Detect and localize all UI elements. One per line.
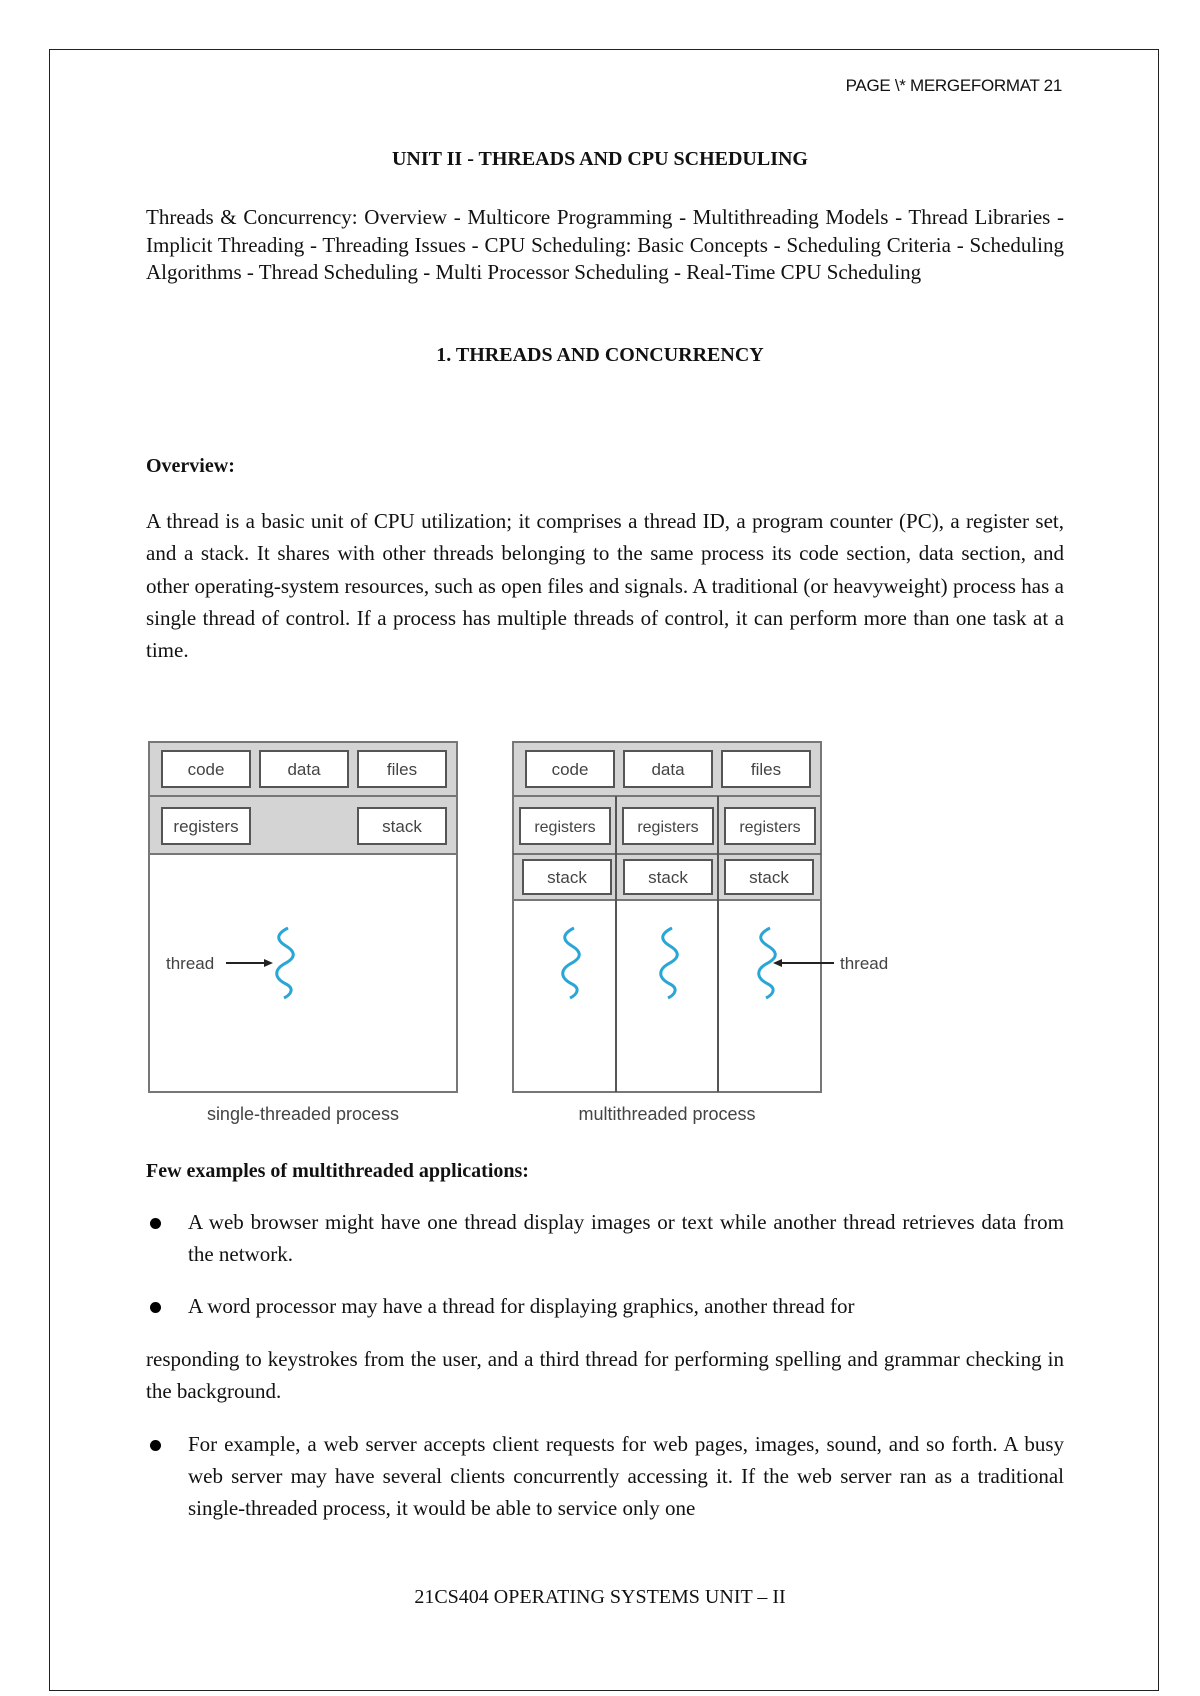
list-item (146, 1428, 1064, 1524)
svg-text:registers: registers (739, 819, 801, 836)
list-item (146, 1206, 1064, 1270)
section-heading: 1. THREADS AND CONCURRENCY (436, 344, 764, 366)
svg-text:stack: stack (547, 868, 587, 887)
overview-paragraph: A thread is a basic unit of CPU utilization; it comprises a thread ID, a program counter (PC), a register set, and a stack. It shares with other threads belonging to the same process its code section, data section, and other operating-system resources, such as open files and signals. A traditional (or heavyweight) process has a single thread of control. If a process has multiple threads of control, it can perform more than one task at a time. (146, 509, 1064, 663)
svg-text:stack: stack (749, 868, 789, 887)
svg-text:data: data (287, 760, 321, 779)
stack-box (358, 808, 446, 844)
svg-text:registers: registers (173, 817, 239, 836)
svg-text:code: code (551, 760, 589, 779)
svg-text:registers: registers (534, 819, 596, 836)
thread-label: thread (166, 954, 215, 973)
overview-heading: Overview: (146, 455, 235, 477)
list-item (146, 1290, 1064, 1322)
svg-text:code: code (187, 760, 225, 779)
unit-title: UNIT II - THREADS AND CPU SCHEDULING (391, 148, 808, 170)
registers-box (520, 808, 610, 844)
svg-text:data: data (651, 760, 685, 779)
bullet-icon (150, 1440, 161, 1451)
page-number-field: PAGE \* MERGEFORMAT 21 (845, 76, 1062, 95)
continuation-paragraph: responding to keystrokes from the user, and a third thread for performing spelling and grammar checking in the background. (146, 1347, 1064, 1403)
single-caption: single-threaded process (206, 1104, 400, 1124)
thread-label: thread (840, 954, 889, 973)
page-footer: 21CS404 OPERATING SYSTEMS UNIT – II (414, 1586, 786, 1608)
stack-box (624, 860, 712, 894)
syllabus-text: Threads & Concurrency: Overview - Multicore Programming - Multithreading Models - Thread Libraries - Implicit Threading - Threading Issues - CPU Scheduling: Basic Concepts - Scheduling Criteria - Scheduling Algorithms - Thread Scheduling - Multi Processor Scheduling - Real-Time CPU Scheduling (146, 205, 1064, 284)
multithreaded-process (513, 742, 888, 1124)
svg-text:files: files (750, 760, 782, 779)
registers-box (623, 808, 713, 844)
single-threaded-process (149, 742, 457, 1124)
svg-text:stack: stack (648, 868, 688, 887)
examples-heading: Few examples of multithreaded applications: (146, 1160, 529, 1182)
registers-box (162, 808, 250, 844)
registers-box (725, 808, 815, 844)
data-box (624, 751, 712, 787)
svg-text:stack: stack (382, 817, 422, 836)
files-box (722, 751, 810, 787)
stack-box (523, 860, 611, 894)
multi-caption: multithreaded process (578, 1104, 756, 1124)
stack-box (725, 860, 813, 894)
files-box (358, 751, 446, 787)
code-box (526, 751, 614, 787)
bullet-icon (150, 1218, 161, 1229)
svg-text:registers: registers (637, 819, 699, 836)
data-box (260, 751, 348, 787)
bullet-icon (150, 1302, 161, 1313)
code-box (162, 751, 250, 787)
list-item-text: A word processor may have a thread for displaying graphics, another thread for (188, 1294, 855, 1318)
list-item-text: A web browser might have one thread display images or text while another thread retrieves data from the network. (188, 1210, 1064, 1266)
svg-text:files: files (386, 760, 418, 779)
thread-diagram (140, 730, 920, 1130)
list-item-text: For example, a web server accepts client requests for web pages, images, sound, and so forth. A busy web server may have several clients concurrently accessing it. If the web server ran as a traditional single-threaded process, it would be able to service only one (188, 1432, 1064, 1520)
